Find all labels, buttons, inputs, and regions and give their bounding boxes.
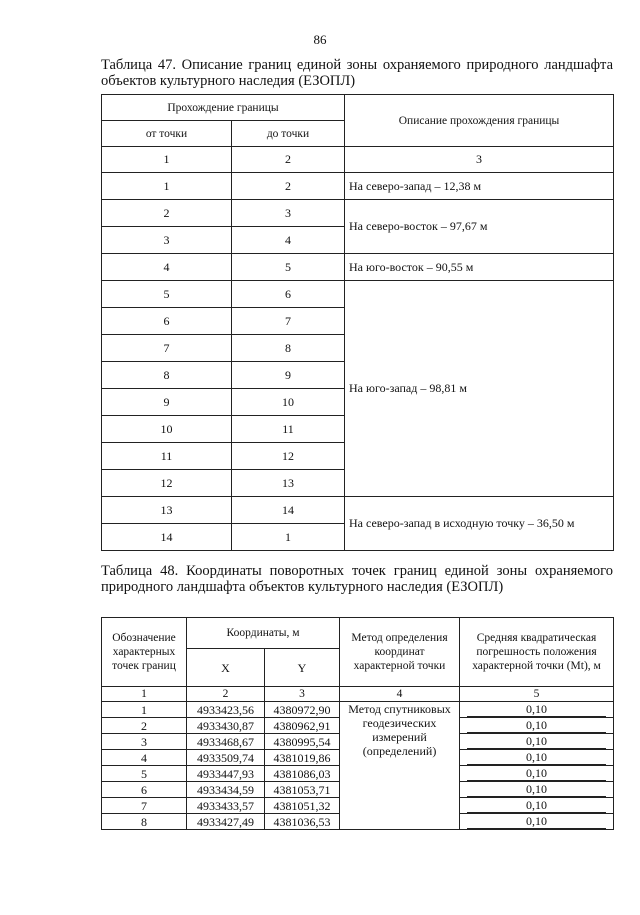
mt-value <box>460 702 614 718</box>
table-row <box>102 497 614 524</box>
table-row <box>102 254 614 281</box>
to-point: 12 <box>232 443 345 470</box>
y-coordinate: 4380962,91 <box>265 718 340 734</box>
mt-value <box>460 798 614 814</box>
from-point-header: от точки <box>102 121 232 147</box>
to-point: 2 <box>232 173 345 200</box>
column-number: 1 <box>102 147 232 173</box>
y-coordinate: 4381036,53 <box>265 814 340 830</box>
boundary-description: На северо-запад в исходную точку – 36,50 м <box>345 497 614 551</box>
x-coordinate: 4933433,57 <box>187 798 265 814</box>
to-point: 9 <box>232 362 345 389</box>
from-point: 14 <box>102 524 232 551</box>
mt-value <box>460 734 614 750</box>
mt-value-text: 0,10 <box>467 750 606 765</box>
mt-value <box>460 750 614 766</box>
coordinates-table <box>101 617 614 830</box>
x-coordinate: 4933427,49 <box>187 814 265 830</box>
table-row <box>102 173 614 200</box>
to-point: 7 <box>232 308 345 335</box>
from-point: 11 <box>102 443 232 470</box>
from-point: 3 <box>102 227 232 254</box>
x-coordinate: 4933423,56 <box>187 702 265 718</box>
from-point: 8 <box>102 362 232 389</box>
mt-value <box>460 766 614 782</box>
table-row <box>102 200 614 227</box>
mt-value-text: 0,10 <box>467 702 606 717</box>
point-number: 8 <box>102 814 187 830</box>
mt-value <box>460 718 614 734</box>
to-point: 1 <box>232 524 345 551</box>
point-number: 2 <box>102 718 187 734</box>
column-number: 3 <box>345 147 614 173</box>
to-point: 3 <box>232 200 345 227</box>
point-number: 7 <box>102 798 187 814</box>
table-row <box>102 281 614 308</box>
x-coordinate: 4933434,59 <box>187 782 265 798</box>
from-point: 5 <box>102 281 232 308</box>
from-point: 6 <box>102 308 232 335</box>
from-point: 7 <box>102 335 232 362</box>
to-point: 14 <box>232 497 345 524</box>
to-point: 8 <box>232 335 345 362</box>
mt-value-text: 0,10 <box>467 814 606 829</box>
x-coordinate: 4933509,74 <box>187 750 265 766</box>
error-header: Средняя квадратическая погрешность положения характерной точки (Mt), м <box>460 618 614 687</box>
table-row <box>102 702 614 718</box>
column-number: 3 <box>265 687 340 702</box>
from-point: 4 <box>102 254 232 281</box>
method-description: Метод спутниковых геодезических измерений (определений) <box>340 702 460 830</box>
column-number: 5 <box>460 687 614 702</box>
column-number: 2 <box>187 687 265 702</box>
to-point: 6 <box>232 281 345 308</box>
x-coordinate: 4933447,93 <box>187 766 265 782</box>
to-point: 5 <box>232 254 345 281</box>
y-coordinate: 4381086,03 <box>265 766 340 782</box>
boundary-description: На юго-восток – 90,55 м <box>345 254 614 281</box>
y-coordinate: 4380972,90 <box>265 702 340 718</box>
from-point: 1 <box>102 173 232 200</box>
mt-value-text: 0,10 <box>467 734 606 749</box>
table-48-caption: Таблица 48. Координаты поворотных точек границ единой зоны охраняемого природного ландшафта объектов культурного наследия (ЕЗОПЛ) <box>101 563 613 595</box>
page-number: 86 <box>313 32 327 47</box>
table-47-caption: Таблица 47. Описание границ единой зоны охраняемого природного ландшафта объектов культурного наследия (ЕЗОПЛ) <box>101 57 613 89</box>
from-point: 12 <box>102 470 232 497</box>
column-number: 1 <box>102 687 187 702</box>
boundary-description-table <box>101 94 614 551</box>
boundary-description: На северо-запад – 12,38 м <box>345 173 614 200</box>
description-header: Описание прохождения границы <box>345 95 614 147</box>
from-point: 9 <box>102 389 232 416</box>
from-point: 13 <box>102 497 232 524</box>
mt-value-text: 0,10 <box>467 718 606 733</box>
to-point: 13 <box>232 470 345 497</box>
mt-value-text: 0,10 <box>467 766 606 781</box>
y-coordinate: 4381019,86 <box>265 750 340 766</box>
y-coordinate: 4380995,54 <box>265 734 340 750</box>
point-number: 3 <box>102 734 187 750</box>
method-header: Метод определения координат характерной точки <box>340 618 460 687</box>
mt-value <box>460 814 614 830</box>
mt-value <box>460 782 614 798</box>
x-coordinate: 4933468,67 <box>187 734 265 750</box>
x-header: X <box>187 649 265 687</box>
to-point: 10 <box>232 389 345 416</box>
point-number: 4 <box>102 750 187 766</box>
passage-header: Прохождение границы <box>102 95 345 121</box>
mt-value-text: 0,10 <box>467 798 606 813</box>
from-point: 10 <box>102 416 232 443</box>
y-coordinate: 4381053,71 <box>265 782 340 798</box>
point-number: 6 <box>102 782 187 798</box>
to-point: 4 <box>232 227 345 254</box>
point-number: 1 <box>102 702 187 718</box>
coordinates-header: Координаты, м <box>187 618 340 649</box>
boundary-description: На северо-восток – 97,67 м <box>345 200 614 254</box>
designation-header: Обозначение характерных точек границ <box>102 618 187 687</box>
point-number: 5 <box>102 766 187 782</box>
column-number: 2 <box>232 147 345 173</box>
y-header: Y <box>265 649 340 687</box>
to-point-header: до точки <box>232 121 345 147</box>
from-point: 2 <box>102 200 232 227</box>
x-coordinate: 4933430,87 <box>187 718 265 734</box>
to-point: 11 <box>232 416 345 443</box>
column-number: 4 <box>340 687 460 702</box>
mt-value-text: 0,10 <box>467 782 606 797</box>
y-coordinate: 4381051,32 <box>265 798 340 814</box>
boundary-description: На юго-запад – 98,81 м <box>345 281 614 497</box>
